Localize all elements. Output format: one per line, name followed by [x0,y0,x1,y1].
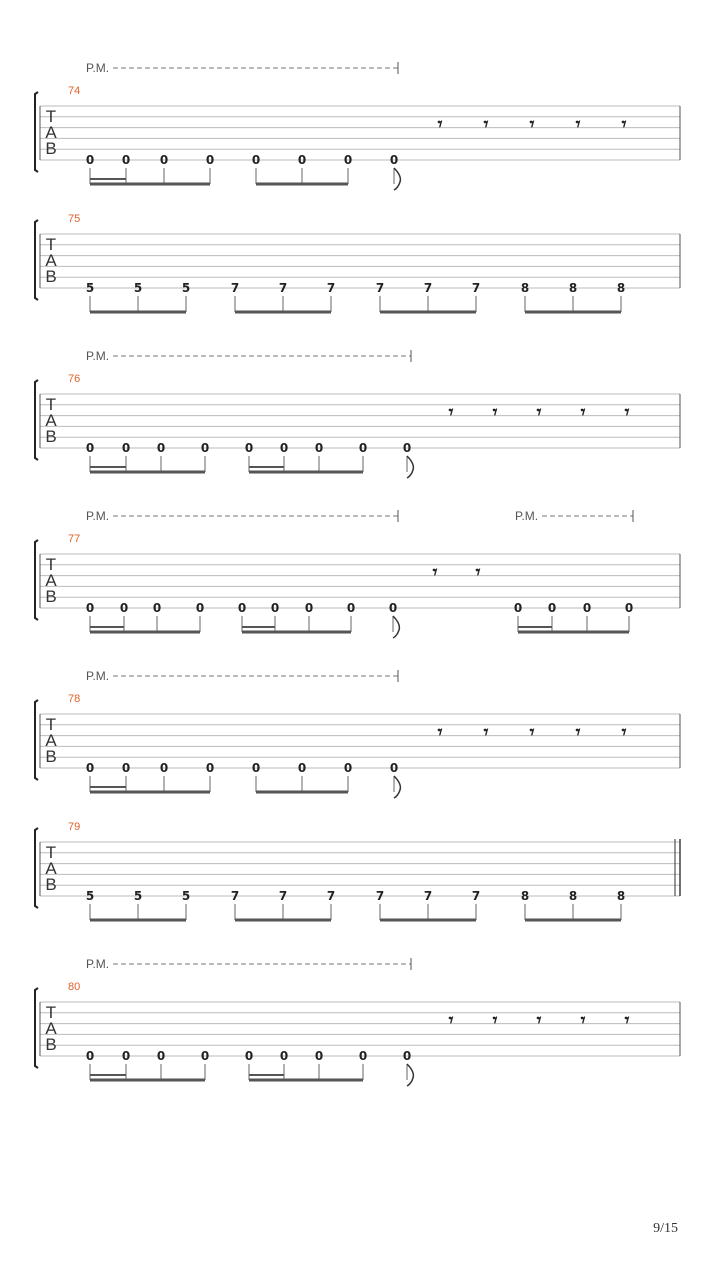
fret-number: 7 [471,889,481,903]
fret-number: 0 [279,1049,289,1063]
eighth-rest-icon: 𝄾 [575,722,581,743]
fret-number: 0 [343,153,353,167]
page-number: 9/15 [653,1221,678,1236]
fret-number: 0 [85,601,95,615]
eighth-rest-icon: 𝄾 [580,402,586,423]
system-bracket [35,220,38,300]
eighth-rest-icon: 𝄾 [529,114,535,135]
tab-clef-letter: A [45,123,57,142]
tab-clef-letter: T [45,715,57,734]
fret-number: 0 [121,153,131,167]
fret-number: 0 [205,761,215,775]
fret-number: 0 [85,761,95,775]
fret-number: 7 [278,889,288,903]
fret-number: 5 [85,281,95,295]
fret-number: 5 [133,889,143,903]
note-flag [393,616,399,638]
fret-number: 7 [326,281,336,295]
fret-number: 5 [85,889,95,903]
note-flag [394,168,400,190]
eighth-rest-icon: 𝄾 [437,114,443,135]
tab-clef-letter: T [45,555,57,574]
fret-number: 0 [85,441,95,455]
fret-number: 0 [346,601,356,615]
tab-clef-letter: T [45,1003,57,1022]
fret-number: 7 [326,889,336,903]
palm-mute-label: P.M. [86,509,110,523]
tab-clef-letter: B [45,139,57,158]
palm-mute-label: P.M. [515,509,539,523]
fret-number: 0 [200,441,210,455]
eighth-rest-icon: 𝄾 [492,402,498,423]
eighth-rest-icon: 𝄾 [621,114,627,135]
fret-number: 0 [314,441,324,455]
eighth-rest-icon: 𝄾 [448,402,454,423]
tab-clef-letter: A [45,411,57,430]
fret-number: 0 [244,441,254,455]
fret-number: 0 [121,1049,131,1063]
tab-clef-letter: B [45,747,57,766]
fret-number: 0 [159,153,169,167]
note-flag [394,776,400,798]
fret-number: 0 [402,1049,412,1063]
fret-number: 7 [423,889,433,903]
eighth-rest-icon: 𝄾 [483,114,489,135]
fret-number: 0 [251,761,261,775]
fret-number: 0 [156,1049,166,1063]
bar-number: 78 [68,693,81,705]
tab-clef-letter: A [45,731,57,750]
fret-number: 5 [181,281,191,295]
fret-number: 0 [388,601,398,615]
fret-number: 0 [343,761,353,775]
tab-clef-letter: B [45,427,57,446]
eighth-rest-icon: 𝄾 [437,722,443,743]
fret-number: 0 [358,441,368,455]
fret-number: 0 [85,153,95,167]
palm-mute-label: P.M. [86,669,110,683]
bar-number: 75 [68,213,81,225]
fret-number: 0 [121,761,131,775]
fret-number: 0 [270,601,280,615]
fret-number: 8 [568,281,578,295]
fret-number: 8 [616,281,626,295]
eighth-rest-icon: 𝄾 [529,722,535,743]
fret-number: 0 [389,153,399,167]
fret-number: 7 [471,281,481,295]
eighth-rest-icon: 𝄾 [483,722,489,743]
fret-number: 0 [624,601,634,615]
fret-number: 0 [244,1049,254,1063]
fret-number: 0 [513,601,523,615]
eighth-rest-icon: 𝄾 [575,114,581,135]
fret-number: 0 [297,761,307,775]
system-bracket [35,380,38,460]
fret-number: 0 [156,441,166,455]
bar-number: 79 [68,821,81,833]
fret-number: 7 [230,889,240,903]
system-bracket [35,828,38,908]
fret-number: 0 [402,441,412,455]
tab-clef-letter: T [45,843,57,862]
fret-number: 0 [195,601,205,615]
eighth-rest-icon: 𝄾 [475,562,481,583]
fret-number: 0 [159,761,169,775]
eighth-rest-icon: 𝄾 [492,1010,498,1031]
palm-mute-label: P.M. [86,349,110,363]
fret-number: 7 [375,281,385,295]
note-flag [407,456,413,478]
fret-number: 7 [375,889,385,903]
system-bracket [35,988,38,1068]
tab-clef-letter: A [45,859,57,878]
fret-number: 8 [520,281,530,295]
fret-number: 0 [119,601,129,615]
fret-number: 0 [152,601,162,615]
fret-number: 0 [251,153,261,167]
fret-number: 0 [314,1049,324,1063]
note-flag [407,1064,413,1086]
tab-clef-letter: A [45,1019,57,1038]
fret-number: 8 [568,889,578,903]
fret-number: 0 [547,601,557,615]
fret-number: 5 [181,889,191,903]
tab-clef-letter: A [45,251,57,270]
eighth-rest-icon: 𝄾 [536,1010,542,1031]
fret-number: 5 [133,281,143,295]
tab-clef-letter: T [45,107,57,126]
system-bracket [35,540,38,620]
fret-number: 7 [423,281,433,295]
fret-number: 8 [520,889,530,903]
fret-number: 0 [121,441,131,455]
tab-clef-letter: B [45,875,57,894]
eighth-rest-icon: 𝄾 [536,402,542,423]
tab-clef-letter: B [45,267,57,286]
palm-mute-label: P.M. [86,61,110,75]
fret-number: 8 [616,889,626,903]
fret-number: 7 [278,281,288,295]
tab-clef-letter: B [45,1035,57,1054]
fret-number: 0 [389,761,399,775]
fret-number: 0 [279,441,289,455]
palm-mute-label: P.M. [86,957,110,971]
bar-number: 80 [68,981,81,993]
bar-number: 76 [68,373,81,385]
system-bracket [35,92,38,172]
fret-number: 0 [358,1049,368,1063]
fret-number: 0 [200,1049,210,1063]
system-bracket [35,700,38,780]
fret-number: 0 [205,153,215,167]
eighth-rest-icon: 𝄾 [432,562,438,583]
bar-number: 74 [68,85,81,97]
tab-clef-letter: T [45,235,57,254]
eighth-rest-icon: 𝄾 [580,1010,586,1031]
eighth-rest-icon: 𝄾 [624,402,630,423]
eighth-rest-icon: 𝄾 [624,1010,630,1031]
eighth-rest-icon: 𝄾 [621,722,627,743]
fret-number: 0 [582,601,592,615]
fret-number: 0 [304,601,314,615]
fret-number: 0 [297,153,307,167]
bar-number: 77 [68,533,81,545]
eighth-rest-icon: 𝄾 [448,1010,454,1031]
fret-number: 0 [85,1049,95,1063]
tab-clef-letter: T [45,395,57,414]
fret-number: 7 [230,281,240,295]
tab-clef-letter: B [45,587,57,606]
tab-clef-letter: A [45,571,57,590]
fret-number: 0 [237,601,247,615]
